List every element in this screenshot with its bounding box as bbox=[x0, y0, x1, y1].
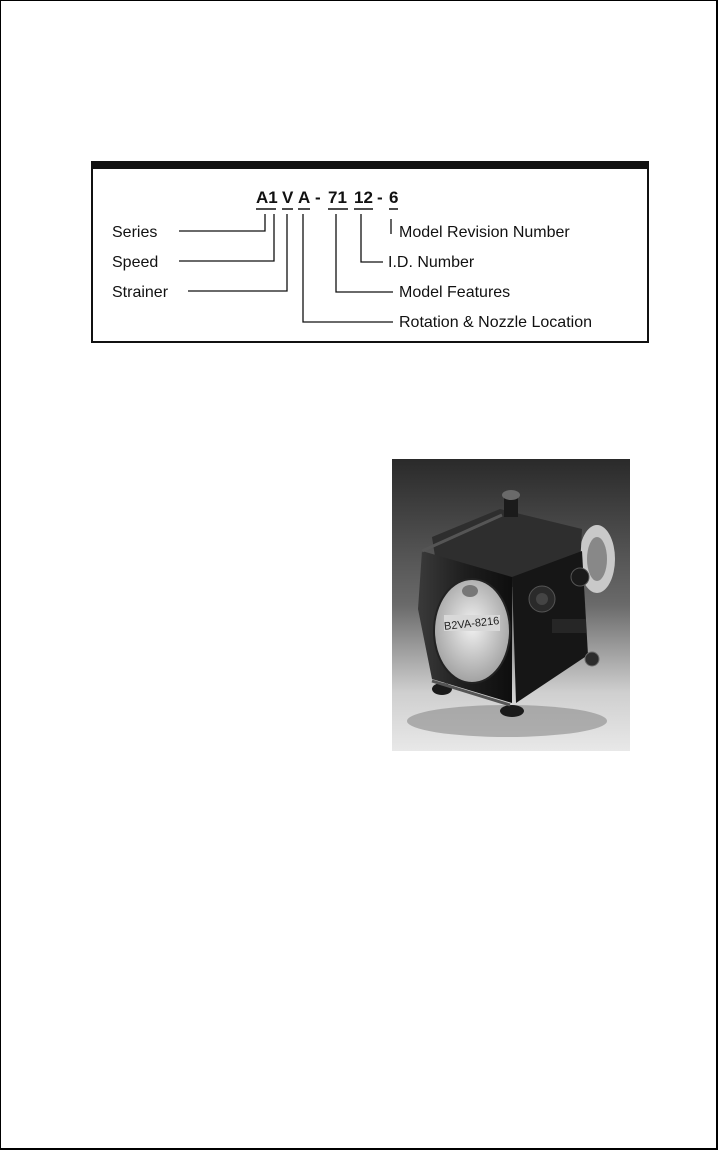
code-dash-1: - bbox=[315, 188, 321, 207]
code-segment-model-features: 71 bbox=[328, 188, 347, 207]
fuel-pump-photo bbox=[392, 459, 630, 751]
model-code-diagram bbox=[93, 169, 647, 341]
pump-model-label: B2VA-8216 bbox=[443, 615, 500, 633]
code-segment-strainer: V bbox=[282, 188, 294, 207]
code-segment-revision: 6 bbox=[389, 188, 399, 207]
label-series: Series bbox=[112, 224, 158, 241]
label-model-revision-number: Model Revision Number bbox=[399, 224, 570, 241]
label-rotation-nozzle-location: Rotation & Nozzle Location bbox=[399, 314, 592, 331]
code-segment-id-number: 12 bbox=[354, 188, 373, 207]
fuel-pump-illustration bbox=[392, 459, 630, 751]
code-segment-series-speed: A1 bbox=[256, 188, 278, 207]
leader-lines bbox=[179, 214, 393, 322]
model-code-legend-box bbox=[91, 161, 649, 343]
label-id-number: I.D. Number bbox=[388, 254, 475, 271]
code-dash-2: - bbox=[377, 188, 383, 207]
code-segment-rotation: A bbox=[298, 188, 311, 207]
label-strainer: Strainer bbox=[112, 284, 169, 301]
label-speed: Speed bbox=[112, 254, 159, 271]
label-model-features: Model Features bbox=[399, 284, 511, 301]
